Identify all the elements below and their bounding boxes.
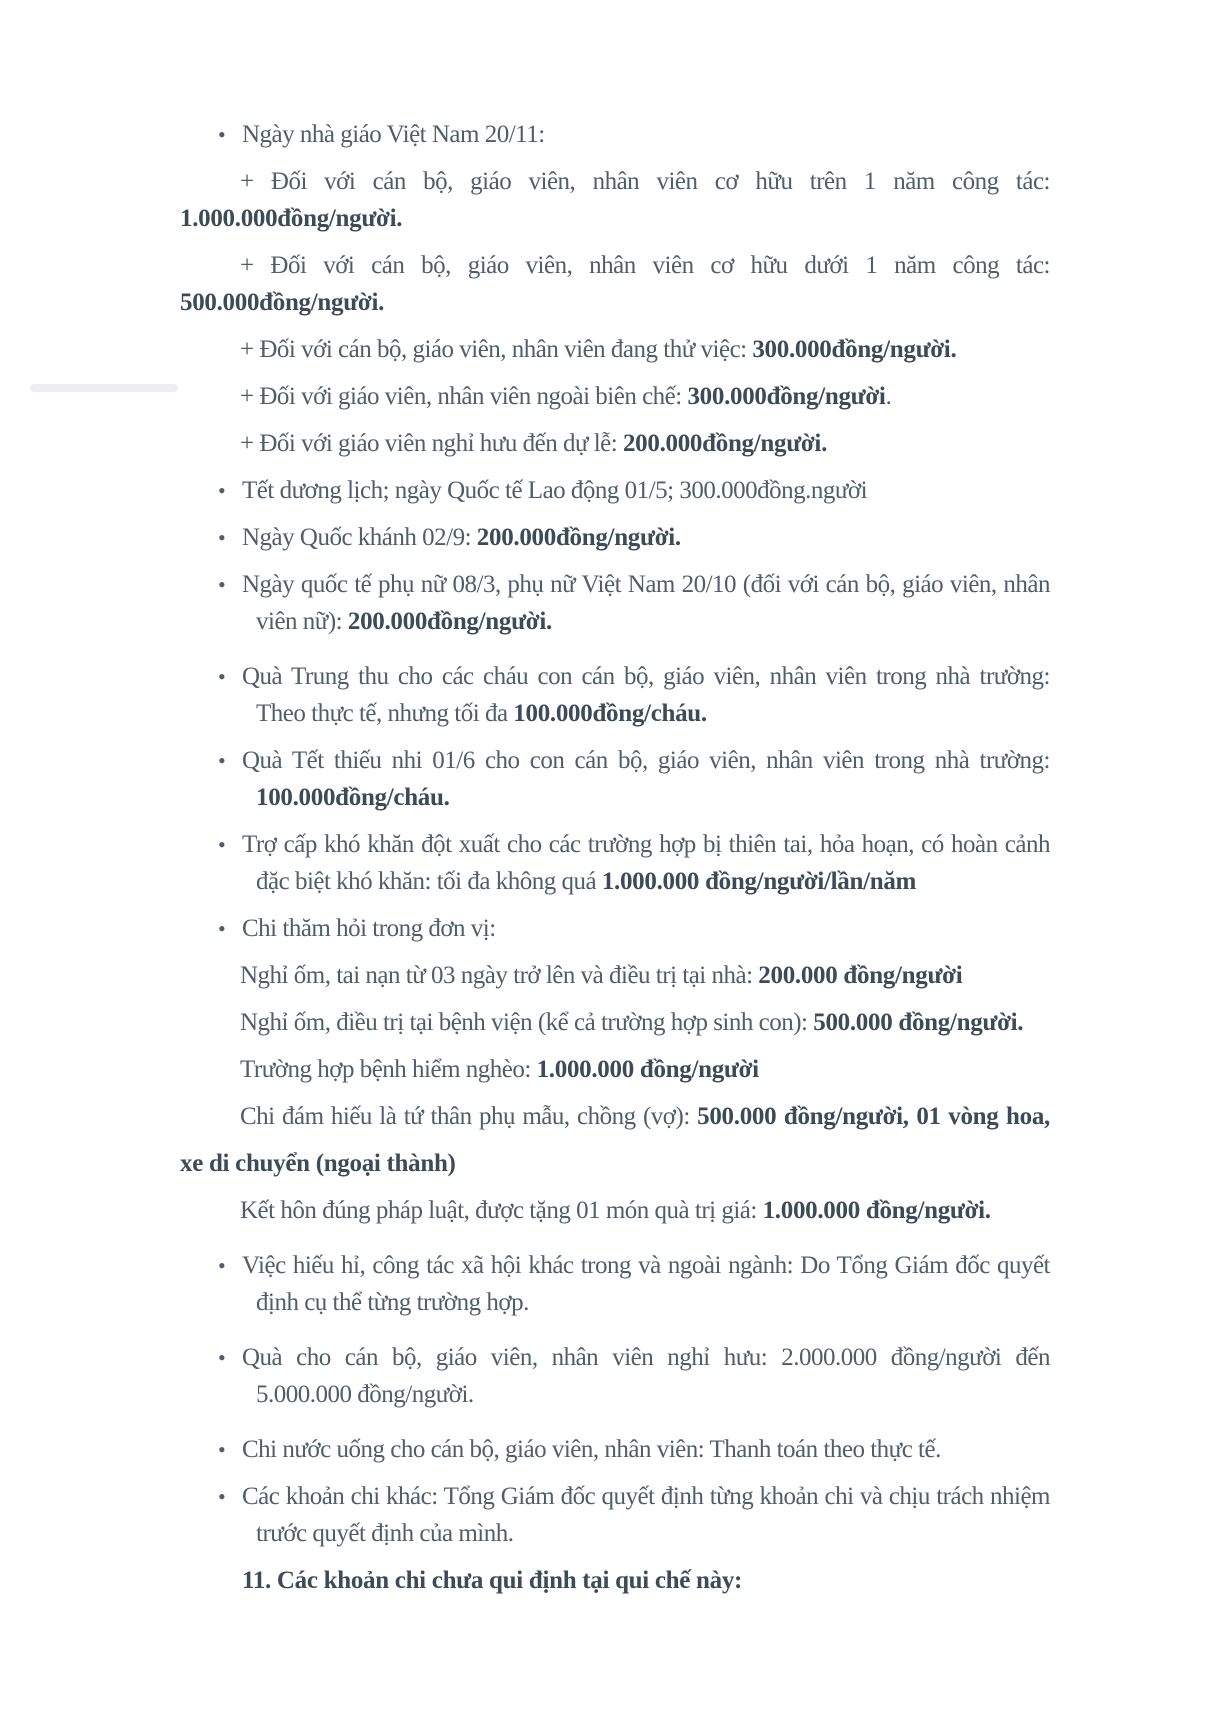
text-line	[180, 957, 1050, 994]
text-line	[180, 200, 1050, 237]
body-text: Ngày Quốc khánh 02/9:	[242, 524, 477, 551]
body-text: + Đối với giáo viên, nhân viên ngoài biên chế:	[240, 383, 688, 410]
text-line	[180, 1192, 1050, 1229]
text-line	[180, 247, 1050, 284]
amount-text: xe di chuyển (ngoại thành)	[180, 1150, 456, 1177]
amount-text: 200.000đồng/người.	[476, 524, 681, 551]
section-heading	[180, 1562, 1050, 1599]
body-text: .	[885, 383, 892, 410]
bullet-icon: •	[218, 916, 226, 941]
bullet-list-line	[180, 519, 1050, 556]
body-text: Kết hôn đúng pháp luật, được tặng 01 món quà trị giá:	[240, 1197, 763, 1224]
text-line	[180, 378, 1050, 415]
body-text: Trợ cấp khó khăn đột xuất cho các trường hợp bị thiên tai, hỏa hoạn, có hoàn cảnh	[242, 831, 1050, 858]
body-text: + Đối với cán bộ, giáo viên, nhân viên cơ hữu dưới 1 năm công tác:	[240, 252, 1050, 279]
bullet-icon: •	[218, 478, 226, 503]
body-text: trước quyết định của mình.	[256, 1520, 514, 1547]
amount-text: 100.000đồng/cháu.	[256, 784, 450, 811]
text-line	[180, 163, 1050, 200]
bullet-list-line	[180, 1247, 1050, 1284]
text-line	[180, 1145, 1050, 1182]
body-text: Nghỉ ốm, điều trị tại bệnh viện (kể cả trường hợp sinh con):	[240, 1009, 814, 1036]
text-line	[180, 1376, 1050, 1413]
body-text: Quà Tết thiếu nhi 01/6 cho con cán bộ, giáo viên, nhân viên trong nhà trường:	[242, 747, 1050, 774]
body-text: Chi nước uống cho cán bộ, giáo viên, nhân viên: Thanh toán theo thực tế.	[242, 1436, 941, 1463]
text-line	[180, 1051, 1050, 1088]
bullet-list-line	[180, 472, 1050, 509]
body-text: Ngày quốc tế phụ nữ 08/3, phụ nữ Việt Nam 20/10 (đối với cán bộ, giáo viên, nhân	[242, 571, 1050, 598]
bullet-icon: •	[218, 525, 226, 550]
text-line	[180, 284, 1050, 321]
body-text: Theo thực tế, nhưng tối đa	[256, 700, 514, 727]
body-text: Trường hợp bệnh hiểm nghèo:	[240, 1056, 537, 1083]
amount-text: 200.000 đồng/người	[758, 962, 963, 989]
amount-text: 500.000 đồng/người.	[813, 1009, 1024, 1036]
amount-text: 1.000.000 đồng/người.	[762, 1197, 991, 1224]
body-text: Các khoản chi khác: Tổng Giám đốc quyết định từng khoản chi và chịu trách nhiệm	[242, 1483, 1050, 1510]
text-line	[180, 603, 1050, 640]
amount-text: 1.000.000 đồng/người	[536, 1056, 759, 1083]
text-line	[180, 779, 1050, 816]
body-text: Nghỉ ốm, tai nạn từ 03 ngày trở lên và điều trị tại nhà:	[240, 962, 759, 989]
amount-text: 300.000đồng/người	[687, 383, 886, 410]
text-line	[180, 695, 1050, 732]
bullet-icon: •	[218, 572, 226, 597]
bullet-icon: •	[218, 1253, 226, 1278]
body-text: Việc hiếu hỉ, công tác xã hội khác trong và ngoài ngành: Do Tổng Giám đốc quyết	[242, 1252, 1050, 1279]
body-text: Ngày nhà giáo Việt Nam 20/11:	[242, 121, 545, 148]
bullet-list-line	[180, 826, 1050, 863]
bullet-icon: •	[218, 748, 226, 773]
bullet-list-line	[180, 116, 1050, 153]
text-line	[180, 1098, 1050, 1135]
bullet-list-line	[180, 1339, 1050, 1376]
amount-text: 200.000đồng/người.	[347, 608, 552, 635]
bullet-icon: •	[218, 1345, 226, 1370]
body-text: đặc biệt khó khăn: tối đa không quá	[256, 868, 602, 895]
amount-text: 1.000.000 đồng/người/lần/năm	[601, 868, 917, 895]
bullet-icon: •	[218, 122, 226, 147]
bullet-icon: •	[218, 1484, 226, 1509]
body-text: + Đối với cán bộ, giáo viên, nhân viên đang thử việc:	[240, 336, 753, 363]
bullet-icon: •	[218, 832, 226, 857]
amount-text: 300.000đồng/người.	[752, 336, 957, 363]
body-text: viên nữ):	[256, 608, 348, 635]
amount-text: 500.000đồng/người.	[180, 289, 385, 316]
bullet-list-line	[180, 658, 1050, 695]
body-text: định cụ thể từng trường hợp.	[256, 1289, 529, 1316]
text-line	[180, 863, 1050, 900]
body-text: + Đối với giáo viên nghỉ hưu đến dự lễ:	[240, 430, 623, 457]
amount-text: 100.000đồng/cháu.	[513, 700, 707, 727]
document-body	[180, 116, 1050, 1599]
bullet-icon: •	[218, 1437, 226, 1462]
amount-text: 11. Các khoản chi chưa qui định tại qui chế này:	[242, 1567, 743, 1594]
bullet-list-line	[180, 1478, 1050, 1515]
amount-text: 1.000.000đồng/người.	[180, 205, 403, 232]
bullet-list-line	[180, 566, 1050, 603]
bullet-list-line	[180, 910, 1050, 947]
bullet-list-line	[180, 1431, 1050, 1468]
amount-text: 500.000 đồng/người, 01 vòng hoa,	[697, 1103, 1051, 1130]
text-line	[180, 1515, 1050, 1552]
bullet-list-line	[180, 742, 1050, 779]
bullet-icon: •	[218, 664, 226, 689]
body-text: 5.000.000 đồng/người.	[256, 1381, 474, 1408]
text-line	[180, 425, 1050, 462]
text-line	[180, 331, 1050, 368]
body-text: Quà cho cán bộ, giáo viên, nhân viên nghỉ hưu: 2.000.000 đồng/người đến	[242, 1344, 1050, 1371]
body-text: Quà Trung thu cho các cháu con cán bộ, giáo viên, nhân viên trong nhà trường:	[242, 663, 1050, 690]
text-line	[180, 1284, 1050, 1321]
body-text: Chi thăm hỏi trong đơn vị:	[242, 915, 496, 942]
scan-smudge-artifact	[30, 384, 178, 392]
body-text: Chi đám hiếu là tứ thân phụ mẫu, chồng (vợ):	[240, 1103, 698, 1130]
amount-text: 200.000đồng/người.	[622, 430, 828, 457]
text-line	[180, 1004, 1050, 1041]
body-text: + Đối với cán bộ, giáo viên, nhân viên cơ hữu trên 1 năm công tác:	[240, 168, 1050, 195]
body-text: Tết dương lịch; ngày Quốc tế Lao động 01/5; 300.000đồng.người	[242, 477, 868, 504]
